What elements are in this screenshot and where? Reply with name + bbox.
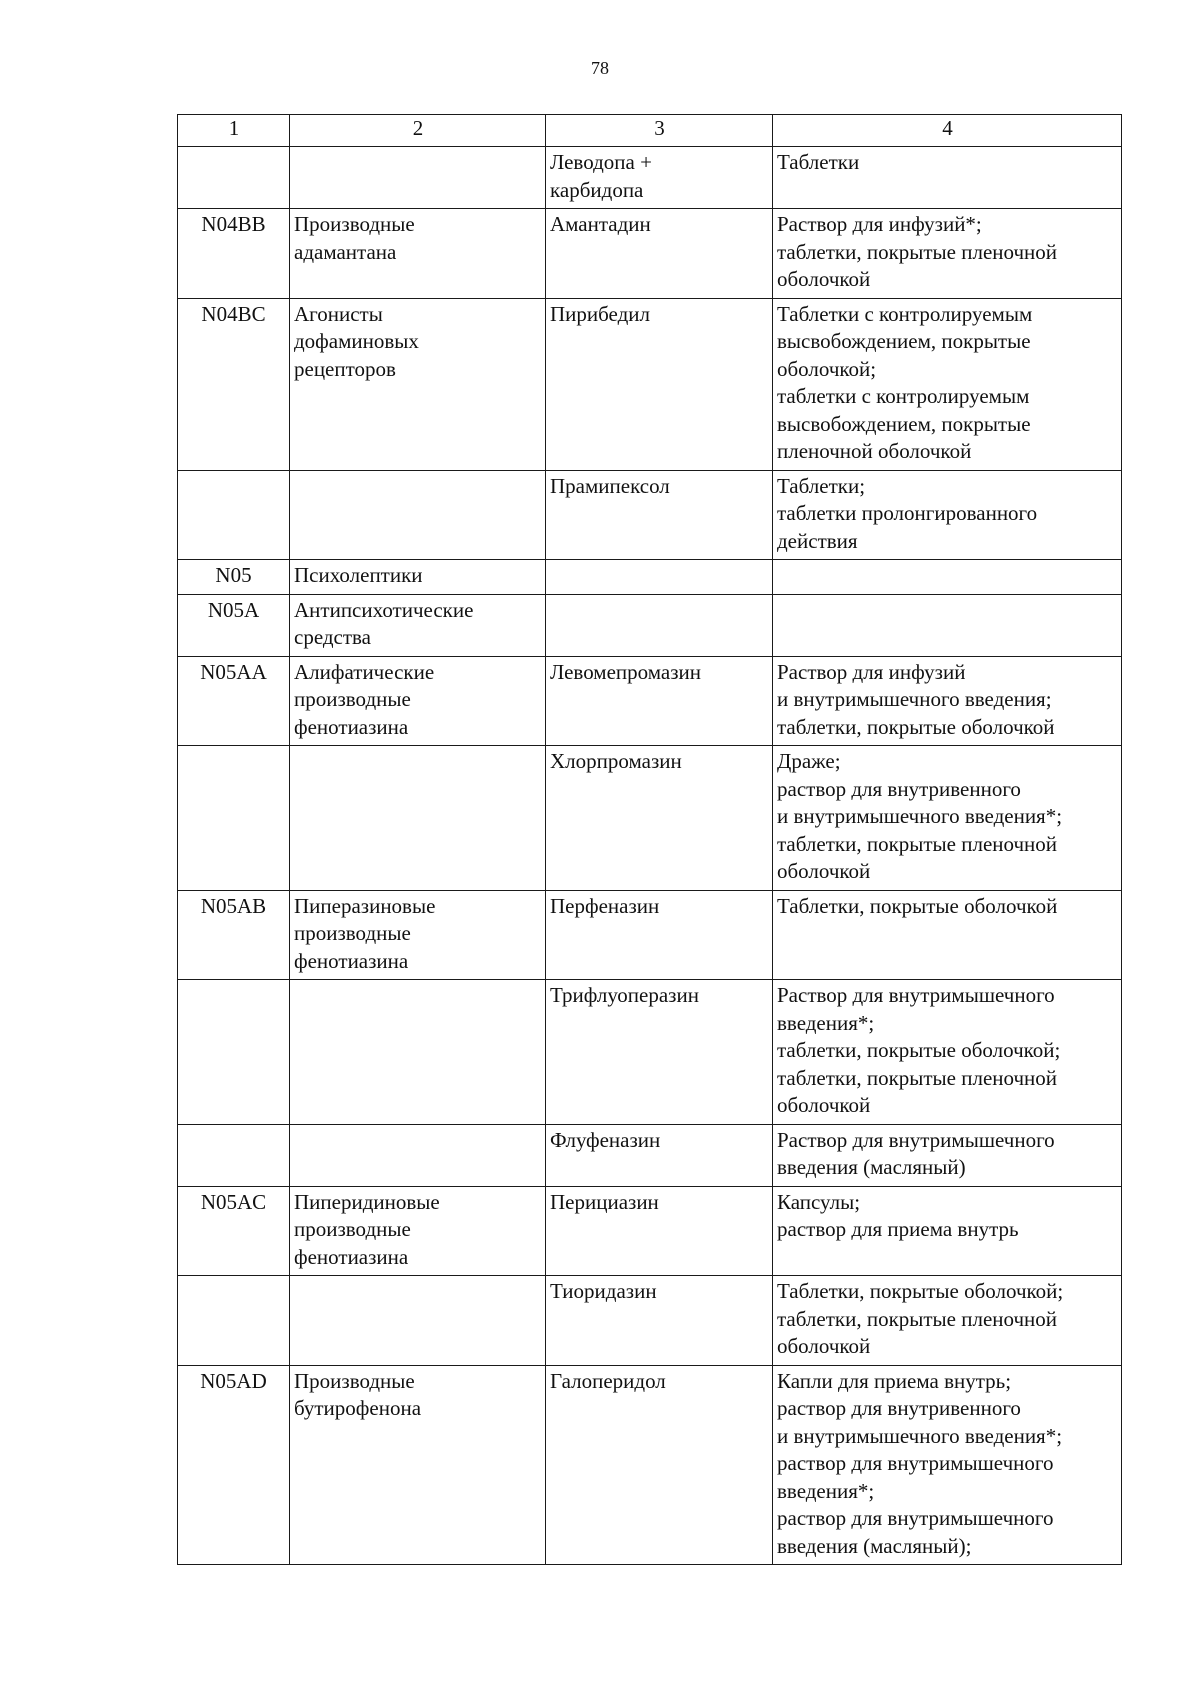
table-row xyxy=(178,1124,1122,1186)
cell-drug xyxy=(546,1124,773,1186)
header-cell-drug: 3 xyxy=(546,115,773,147)
cell-code xyxy=(178,470,290,560)
cell-drug xyxy=(546,1365,773,1565)
cell-group xyxy=(290,1124,546,1186)
cell-drug-line: Леводопа + xyxy=(550,150,652,174)
cell-group xyxy=(290,209,546,299)
cell-forms-line: таблетки пролонгированного xyxy=(777,501,1038,525)
cell-forms-line: Таблетки; xyxy=(777,473,866,498)
cell-drug xyxy=(546,1276,773,1366)
cell-code xyxy=(178,1276,290,1366)
cell-forms-line: таблетки, покрытые пленочной xyxy=(777,1306,1058,1331)
cell-group-line: Производные xyxy=(294,1368,415,1393)
cell-group-line: Производные xyxy=(294,212,415,236)
cell-forms xyxy=(773,746,1122,891)
cell-group xyxy=(290,656,546,746)
cell-forms-line: оболочкой xyxy=(777,267,871,291)
cell-drug xyxy=(546,594,773,656)
cell-forms-line: и внутримышечного введения; xyxy=(777,687,1052,711)
header-cell-forms: 4 xyxy=(773,115,1122,147)
cell-group-line: Агонисты xyxy=(294,301,383,326)
cell-drug xyxy=(546,980,773,1125)
cell-drug-line: Флуфеназин xyxy=(550,1127,661,1152)
cell-forms-line: таблетки, покрытые пленочной xyxy=(777,239,1058,264)
cell-forms-line: Таблетки с контролируемым xyxy=(777,301,1033,326)
table-row xyxy=(178,1365,1122,1565)
cell-forms-line: Таблетки, покрытые оболочкой xyxy=(777,893,1058,918)
cell-drug xyxy=(546,147,773,209)
cell-forms-line: Капли для приема внутрь; xyxy=(777,1368,1012,1393)
table-row xyxy=(178,980,1122,1125)
cell-drug xyxy=(546,560,773,595)
cell-forms-line: Капсулы; xyxy=(777,1189,861,1214)
cell-group xyxy=(290,1365,546,1565)
cell-code xyxy=(178,746,290,891)
cell-group-line: рецепторов xyxy=(294,356,396,381)
cell-group-line: Психолептики xyxy=(294,563,423,587)
cell-forms xyxy=(773,1276,1122,1366)
table-body xyxy=(178,115,1122,1565)
cell-forms xyxy=(773,298,1122,470)
cell-group-line: фенотиазина xyxy=(294,1244,409,1269)
cell-forms-line: таблетки, покрытые оболочкой; xyxy=(777,1038,1061,1062)
cell-code: N05AC xyxy=(178,1186,290,1276)
cell-group-line: производные xyxy=(294,687,411,711)
cell-forms-line: таблетки с контролируемым xyxy=(777,384,1030,408)
cell-forms-line: оболочкой xyxy=(777,1334,871,1358)
cell-group-line: дофаминовых xyxy=(294,329,419,353)
table-row xyxy=(178,1186,1122,1276)
cell-forms-line: Таблетки, покрытые оболочкой; xyxy=(777,1279,1064,1303)
cell-group xyxy=(290,594,546,656)
cell-forms-line: Раствор для инфузий xyxy=(777,659,966,684)
header-cell-group: 2 xyxy=(290,115,546,147)
cell-drug-line: Хлорпромазин xyxy=(550,749,682,773)
cell-group xyxy=(290,890,546,980)
cell-forms xyxy=(773,890,1122,980)
cell-forms xyxy=(773,980,1122,1125)
cell-group xyxy=(290,470,546,560)
cell-drug xyxy=(546,209,773,299)
cell-drug-line: Левомепромазин xyxy=(550,659,701,684)
cell-code xyxy=(178,147,290,209)
cell-group-line: бутирофенона xyxy=(294,1396,422,1420)
cell-forms-line: раствор для внутримышечного xyxy=(777,1506,1054,1530)
cell-group-line: средства xyxy=(294,625,372,649)
cell-code: N05 xyxy=(178,560,290,595)
cell-group xyxy=(290,147,546,209)
cell-code: N04BC xyxy=(178,298,290,470)
cell-group-line: фенотиазина xyxy=(294,714,409,739)
cell-group-line: производные xyxy=(294,1217,411,1241)
cell-drug-line: Трифлуоперазин xyxy=(550,983,699,1007)
cell-forms-line: раствор для внутривенного xyxy=(777,1396,1021,1420)
cell-code: N05A xyxy=(178,594,290,656)
cell-group-line: фенотиазина xyxy=(294,948,409,973)
cell-forms-line: действия xyxy=(777,528,858,553)
cell-code xyxy=(178,1124,290,1186)
table-row xyxy=(178,298,1122,470)
table-row xyxy=(178,656,1122,746)
cell-drug-line: Тиоридазин xyxy=(550,1279,657,1303)
cell-forms-line: раствор для внутривенного xyxy=(777,776,1021,801)
table-row xyxy=(178,560,1122,595)
cell-drug xyxy=(546,746,773,891)
cell-forms-line: высвобождением, покрытые xyxy=(777,329,1031,353)
cell-forms xyxy=(773,1186,1122,1276)
cell-drug xyxy=(546,470,773,560)
cell-forms-line: и внутримышечного введения*; xyxy=(777,1423,1063,1448)
cell-forms xyxy=(773,470,1122,560)
cell-group-line: Антипсихотические xyxy=(294,597,474,622)
cell-forms-line: таблетки, покрытые оболочкой xyxy=(777,714,1055,739)
table-row xyxy=(178,1276,1122,1366)
cell-drug-line: Галоперидол xyxy=(550,1368,666,1393)
cell-forms-line: Раствор для инфузий*; xyxy=(777,212,982,236)
cell-forms-line: пленочной оболочкой xyxy=(777,439,972,463)
cell-group-line: Пиперидиновые xyxy=(294,1189,440,1214)
cell-group xyxy=(290,1186,546,1276)
cell-forms-line: раствор для внутримышечного xyxy=(777,1451,1054,1475)
table-row xyxy=(178,147,1122,209)
cell-drug-line: Амантадин xyxy=(550,212,651,236)
cell-group xyxy=(290,1276,546,1366)
cell-forms xyxy=(773,656,1122,746)
cell-forms-line: Драже; xyxy=(777,749,841,773)
cell-forms-line: Раствор для внутримышечного xyxy=(777,1127,1055,1152)
cell-code xyxy=(178,980,290,1125)
cell-forms-line: таблетки, покрытые пленочной xyxy=(777,1065,1058,1090)
cell-code: N05AD xyxy=(178,1365,290,1565)
cell-forms-line: введения (масляный) xyxy=(777,1155,966,1179)
page-number: 78 xyxy=(591,58,609,78)
cell-drug xyxy=(546,298,773,470)
cell-drug-line: карбидопа xyxy=(550,177,644,202)
table-row xyxy=(178,746,1122,891)
cell-code: N05AA xyxy=(178,656,290,746)
cell-code: N05AB xyxy=(178,890,290,980)
cell-drug-line: Перфеназин xyxy=(550,893,660,918)
cell-forms-line: и внутримышечного введения*; xyxy=(777,804,1063,828)
cell-forms xyxy=(773,560,1122,595)
cell-drug-line: Перициазин xyxy=(550,1189,659,1214)
cell-drug-line: Прамипексол xyxy=(550,473,670,498)
table-row xyxy=(178,890,1122,980)
table-row xyxy=(178,209,1122,299)
cell-forms-line: оболочкой xyxy=(777,859,871,883)
cell-forms-line: оболочкой; xyxy=(777,356,877,381)
cell-group-line: Пиперазиновые xyxy=(294,893,436,918)
drug-table xyxy=(177,114,1122,1565)
cell-drug xyxy=(546,890,773,980)
cell-forms xyxy=(773,594,1122,656)
cell-forms-line: раствор для приема внутрь xyxy=(777,1217,1019,1241)
header-cell-code: 1 xyxy=(178,115,290,147)
cell-group-line: адамантана xyxy=(294,239,397,264)
cell-code: N04BB xyxy=(178,209,290,299)
cell-group xyxy=(290,746,546,891)
cell-forms-line: введения (масляный); xyxy=(777,1533,972,1558)
table-header-row xyxy=(178,115,1122,147)
table-row xyxy=(178,594,1122,656)
cell-drug-line: Пирибедил xyxy=(550,301,650,326)
cell-forms-line: оболочкой xyxy=(777,1093,871,1117)
cell-forms xyxy=(773,209,1122,299)
cell-group-line: Алифатические xyxy=(294,659,435,684)
table-row xyxy=(178,470,1122,560)
cell-group xyxy=(290,980,546,1125)
cell-group xyxy=(290,560,546,595)
cell-forms-line: Раствор для внутримышечного xyxy=(777,983,1055,1007)
cell-forms xyxy=(773,147,1122,209)
cell-drug xyxy=(546,1186,773,1276)
cell-forms-line: высвобождением, покрытые xyxy=(777,411,1031,436)
cell-forms-line: введения*; xyxy=(777,1478,875,1503)
cell-forms-line: таблетки, покрытые пленочной xyxy=(777,831,1058,856)
cell-group-line: производные xyxy=(294,921,411,945)
cell-forms-line: введения*; xyxy=(777,1010,875,1035)
cell-forms xyxy=(773,1365,1122,1565)
cell-drug xyxy=(546,656,773,746)
cell-forms-line: Таблетки xyxy=(777,150,860,174)
cell-forms xyxy=(773,1124,1122,1186)
cell-group xyxy=(290,298,546,470)
